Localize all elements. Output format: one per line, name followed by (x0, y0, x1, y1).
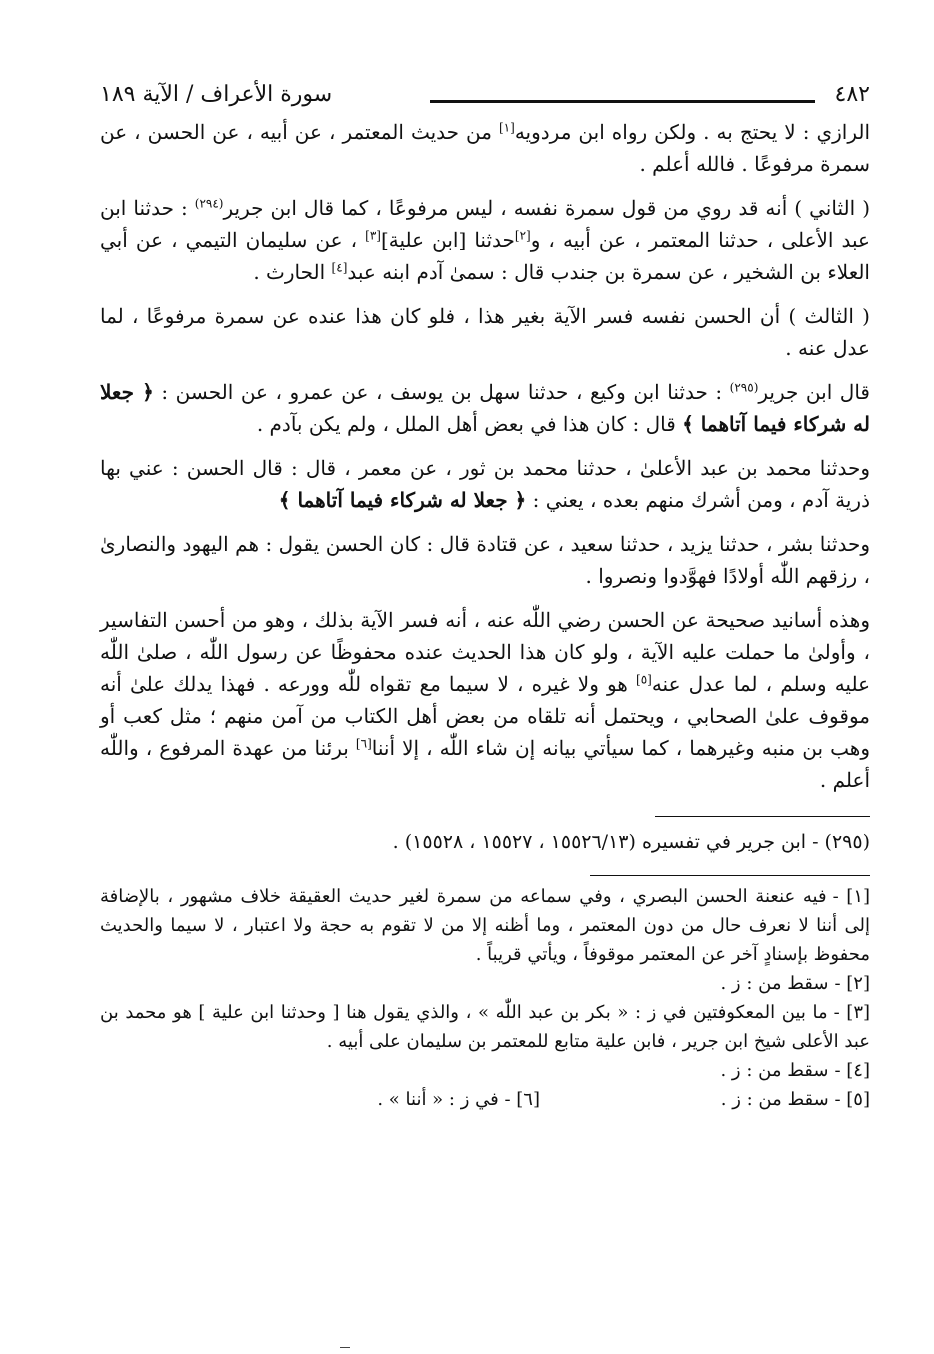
text-run: وحدثنا بشر ، حدثنا يزيد ، حدثنا سعيد ، عن قتادة قال : كان الحسن يقول : هم اليهود والنصارىٰ ، رزقهم اللّٰه أولادًا فهوَّدوا ونصروا . (100, 532, 870, 588)
footnote-5: [٥] - سقط من : ز . (720, 1089, 870, 1110)
text-run: الرازي : لا يحتج به . ولكن رواه ابن مردويه (514, 120, 871, 144)
footnote-ref: [٣] (365, 228, 381, 243)
footnote-pair (100, 1085, 870, 1114)
footnote-marker: [٢] - (834, 973, 870, 994)
text-run: : حدثنا ابن وكيع ، حدثنا سهل بن يوسف ، عن عمرو ، عن الحسن : (153, 380, 730, 404)
paragraph-p6 (100, 528, 870, 592)
footnote-marker: [٣] - (833, 1002, 871, 1023)
footnote-text: ما بين المعكوفتين في ز : « بكر بن عبد اللّٰه » ، والذي يقول هنا [ وحدثنا ابن علية ] هو محمد بن عبد الأعلى شيخ ابن جرير ، فابن علية متابع للمعتمر بن سليمان على أبيه . (100, 1002, 870, 1052)
text-run: الحارث . (253, 260, 332, 284)
paragraph-p2 (100, 192, 870, 288)
footnote-separator (655, 816, 870, 817)
editor-footnote (100, 1056, 870, 1085)
footnote-6: [٦] - في ز : « أننا » . (377, 1089, 540, 1110)
editor-footnote-separator (590, 875, 870, 876)
quran-quote: ﴿ جعلا له شركاء فيما آتاهما ﴾ (278, 488, 527, 512)
quran-quote: ﴿ جعلا له شركاء فيما آتاهما ﴾ (100, 380, 870, 436)
header-rule (430, 100, 815, 103)
text-run: وحدثنا محمد بن عبد الأعلىٰ ، حدثنا محمد بن ثور ، عن معمر ، قال : قال الحسن : عني بها ذرية آدم ، ومن أشرك منهم بعده ، يعني : (100, 456, 870, 512)
text-run: ( الثاني ) أنه قد روي من قول سمرة نفسه ، ليس مرفوعًا ، كما قال ابن جرير (223, 196, 870, 220)
editor-footnote (100, 998, 870, 1056)
footnote-ref: [١] (498, 120, 515, 135)
footnote-ref: (٢٩٤) (194, 196, 224, 211)
text-run: ، عن سليمان التيمي ، عن أبي العلاء بن الشخير ، عن سمرة بن جندب قال : سمىٰ آدم ابنه عبد (100, 228, 870, 284)
footnote-ref: [٥] (636, 672, 652, 687)
text-run: قال ابن جرير (758, 380, 870, 404)
footnote-text: سقط من : ز . (720, 1060, 829, 1081)
footnote-marker: [٤] - (834, 1060, 870, 1081)
book-page (100, 72, 870, 1332)
text-run: من حديث المعتمر ، عن أبيه ، عن الحسن ، عن سمرة مرفوعًا . فالله أعلم . (100, 120, 870, 176)
footnote-ref: [٤] (331, 260, 348, 275)
text-run: حدثنا [ابن علية] (380, 228, 515, 252)
body-text (100, 116, 870, 796)
paragraph-p7 (100, 604, 870, 796)
paragraph-p5 (100, 452, 870, 516)
paragraph-p3 (100, 300, 870, 364)
footnote-text: فيه عنعنة الحسن البصري ، وفي سماعه من سمرة لغير حديث العقيقة خلاف مشهور ، بالإضافة إلى أننا لا نعرف حال من دون المعتمر ، وما أظنه إلا من لا تقوم به حجة ولا اعتبار ، لا سيما والحديث محفوظ بإسنادٍ آخر عن المعتمر موقوفاً ، ويأتي قريباً . (100, 886, 870, 965)
text-run: هو ولا غيره ، لا سيما مع تقواه للّٰه وورعه . فهذا يدلك علىٰ أنه موقوف علىٰ الصحابي ، ويحتمل أنه تلقاه من بعض أهل الكتاب من آمن منهم ؛ مثل كعب أو وهب بن منبه وغيرهما ، كما سيأتي بيانه إن شاء اللّٰه ، إلا أننا (100, 672, 870, 760)
footnote-ref: [٦] (355, 736, 372, 751)
footnote-ref: (٢٩٥) (729, 380, 759, 395)
editor-footnotes (100, 882, 870, 1085)
paragraph-p4 (100, 376, 870, 440)
text-run: برئنا من عهدة المرفوع ، واللّٰه أعلم . (100, 736, 870, 792)
page-header (100, 72, 870, 116)
footnote-marker: [١] - (832, 886, 871, 907)
paragraph-p1 (100, 116, 870, 180)
footnote-ref: [٢] (514, 228, 531, 243)
text-run: ( الثالث ) أن الحسن نفسه فسر الآية بغير هذا ، فلو كان هذا عنده عن سمرة مرفوعًا ، لما عدل عنه . (100, 304, 870, 360)
text-run: قال : كان هذا في بعض أهل الملل ، ولم يكن بآدم . (256, 412, 683, 436)
text-run: وهذه أسانيد صحيحة عن الحسن رضي اللّٰه عنه ، أنه فسر الآية بذلك ، وهو من أحسن التفاسير ، وأولىٰ ما حملت عليه الآية ، ولو كان هذا الحديث عنده محفوظًا عن رسول اللّٰه ، صلىٰ اللّٰه عليه وسلم ، لما عدل عنه (100, 608, 871, 696)
hadith-footnote: (٢٩٥) - ابن جرير في تفسيره (١٥٥٢٦/١٣ ، ١٥٥٢٧ ، ١٥٥٢٨) . (392, 831, 870, 853)
footnote-text: سقط من : ز . (720, 973, 829, 994)
scan-mark (340, 1347, 350, 1348)
page-number: ٤٨٢ (834, 82, 870, 107)
editor-footnote (100, 882, 870, 969)
running-title: سورة الأعراف / الآية ١٨٩ (100, 82, 333, 107)
editor-footnote (100, 969, 870, 998)
text-run: : حدثنا ابن عبد الأعلى ، حدثنا المعتمر ، عن أبيه ، و (100, 196, 870, 252)
